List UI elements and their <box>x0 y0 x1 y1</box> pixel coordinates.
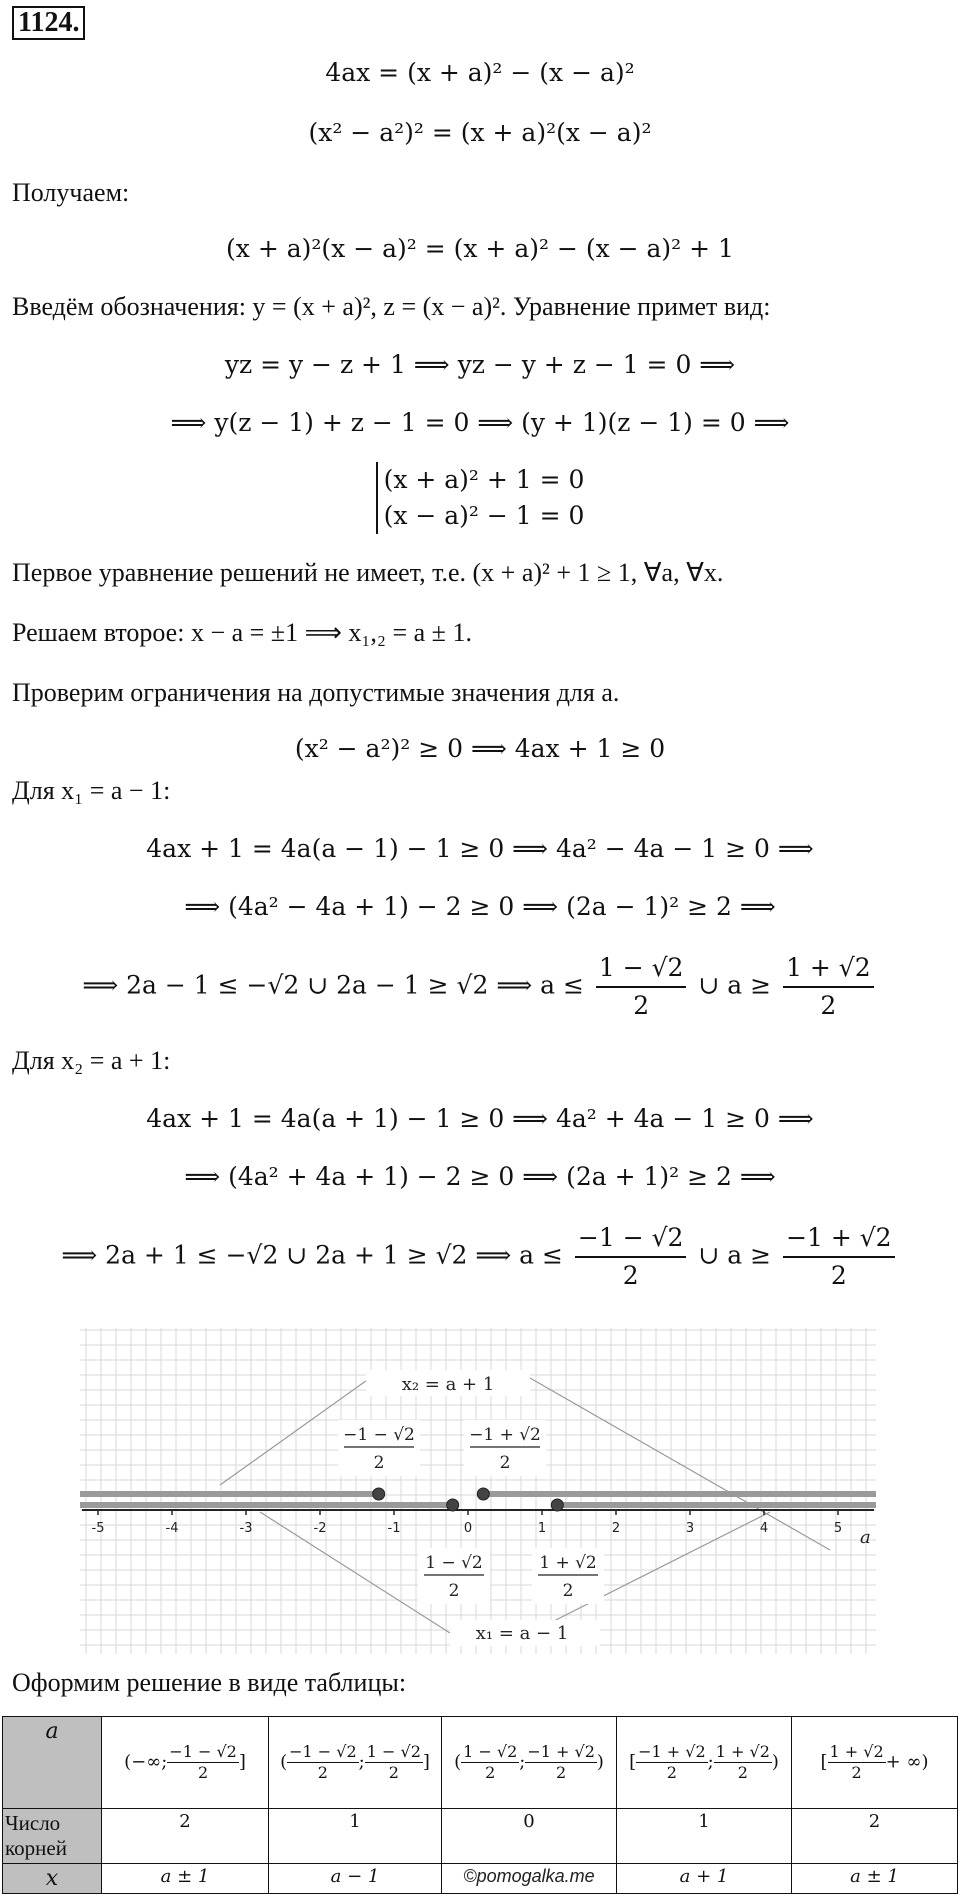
axis-variable-label: a <box>860 1527 871 1548</box>
frac-upper-left-den: 2 <box>373 1453 385 1473</box>
fraction: $\frac{1 - √2}{2}$ <box>596 950 687 1024</box>
frac-lower-right-num: 1 + √2 <box>539 1553 597 1573</box>
x2-equation-2: ⟹ (4a² + 4a + 1) − 2 ≥ 0 ⟹ (2a + 1)² ≥ 2 ⟹ <box>184 1162 776 1191</box>
solution-table <box>2 1716 958 1894</box>
cell-count-2: 1 <box>269 1809 442 1864</box>
x1-equation-3: ⟹ 2a − 1 ≤ −√2 ∪ 2a − 1 ≥ √2 ⟹ a ≤ $\frac{1 - √2}{2}$ ∪ a ≥ $\frac{1 + √2}{2}$ <box>0 950 960 1024</box>
endpoint-marker <box>447 1499 459 1511</box>
text-check-constraints: Проверим ограничения на допустимые значения для a. <box>12 678 620 707</box>
cell-interval-1: (−∞; $\frac{-1 - √2}{2}$ ] <box>102 1717 269 1809</box>
table-row-x <box>3 1864 958 1894</box>
system-line-1: (x + a)² + 1 = 0 <box>383 465 585 494</box>
frac-lower-right-den: 2 <box>562 1581 574 1601</box>
cell-x-3 <box>442 1864 617 1894</box>
main-equation: (x + a)²(x − a)² = (x + a)² − (x − a)² + 1 <box>226 234 734 263</box>
cell-count-3: 0 <box>442 1809 617 1864</box>
table-row-count <box>3 1809 958 1864</box>
x1-line-label: x₁ = a − 1 <box>475 1623 569 1644</box>
tick-label: 0 <box>463 1521 473 1536</box>
x2-equation-3: ⟹ 2a + 1 ≤ −√2 ∪ 2a + 1 ≥ √2 ⟹ a ≤ $\frac{-1 - √2}{2}$ ∪ a ≥ $\frac{-1 + √2}{2}$ <box>0 1220 960 1294</box>
tick-label: 4 <box>759 1521 769 1536</box>
fraction: $\frac{-1 - √2}{2}$ <box>575 1220 687 1294</box>
x1-equation-2: ⟹ (4a² − 4a + 1) − 2 ≥ 0 ⟹ (2a − 1)² ≥ 2 ⟹ <box>184 892 776 921</box>
text-poluchaem: Получаем: <box>12 178 130 207</box>
cell-count-1: 2 <box>102 1809 269 1864</box>
tick-label: -5 <box>91 1521 105 1536</box>
tick-label: 3 <box>685 1521 695 1536</box>
cell-count-4: 1 <box>617 1809 792 1864</box>
endpoint-marker <box>373 1488 385 1500</box>
cell-interval-5: [ $\frac{1 + √2}{2}$ + ∞) <box>792 1717 958 1809</box>
system-line-2: (x − a)² − 1 = 0 <box>383 501 585 530</box>
check-equation: (x² − a²)² ≥ 0 ⟹ 4ax + 1 ≥ 0 <box>294 734 666 763</box>
guide-line <box>530 1378 830 1550</box>
row-label-a: a <box>3 1717 102 1809</box>
frac-upper-right-den: 2 <box>499 1453 511 1473</box>
x1-equation-1: 4ax + 1 = 4a(a − 1) − 1 ≥ 0 ⟹ 4a² − 4a − 1 ≥ 0 ⟹ <box>146 834 814 863</box>
tick-label: 1 <box>537 1521 547 1536</box>
cell-count-5: 2 <box>792 1809 958 1864</box>
text-second-equation: Решаем второе: x − a = ±1 ⟹ x₁,₂ = a ± 1. <box>12 618 472 647</box>
cell-interval-4: [ $\frac{-1 + √2}{2}$ ; $\frac{1 + √2}{2}$ ) <box>617 1717 792 1809</box>
text-substitution: Введём обозначения: y = (x + a)², z = (x − a)². Уравнение примет вид: <box>12 292 771 321</box>
endpoint-marker <box>551 1499 563 1511</box>
x2-line-label: x₂ = a + 1 <box>401 1374 495 1395</box>
substitution-equation-1: yz = y − z + 1 ⟹ yz − y + z − 1 = 0 ⟹ <box>224 350 736 379</box>
frac-lower-left-num: 1 − √2 <box>425 1553 483 1573</box>
tick-label: 5 <box>833 1521 843 1536</box>
identity-equation-1: 4ax = (x + a)² − (x − a)² <box>325 58 635 87</box>
cell-x-5: a ± 1 <box>792 1864 958 1894</box>
text-x2-case: Для x₂ = a + 1: <box>12 1046 171 1075</box>
x2-equation-1: 4ax + 1 = 4a(a + 1) − 1 ≥ 0 ⟹ 4a² + 4a − 1 ≥ 0 ⟹ <box>146 1104 814 1133</box>
cell-interval-3: ( $\frac{1 - √2}{2}$ ; $\frac{-1 + √2}{2}$ ) <box>442 1717 617 1809</box>
watermark: ©pomogalka.me <box>463 1866 595 1886</box>
fraction: $\frac{-1 + √2}{2}$ <box>783 1220 895 1294</box>
tick-label: 2 <box>611 1521 621 1536</box>
tick-label: -1 <box>387 1521 401 1536</box>
row-label-x: x <box>3 1864 102 1894</box>
number-line-graph <box>80 1328 876 1654</box>
equation-system <box>0 462 960 534</box>
text-first-equation: Первое уравнение решений не имеет, т.е. (x + a)² + 1 ≥ 1, ∀a, ∀x. <box>12 558 724 587</box>
cell-x-4: a + 1 <box>617 1864 792 1894</box>
frac-upper-right-num: −1 + √2 <box>469 1425 541 1445</box>
tick-label: -3 <box>239 1521 253 1536</box>
problem-number: 1124. <box>12 6 85 40</box>
table-row-a <box>3 1717 958 1809</box>
text-x1-case: Для x₁ = a − 1: <box>12 776 171 805</box>
cell-x-1: a ± 1 <box>102 1864 269 1894</box>
endpoint-marker <box>477 1488 489 1500</box>
frac-lower-left-den: 2 <box>448 1581 460 1601</box>
tick-label: -2 <box>313 1521 327 1536</box>
row-label-count: Число корней <box>3 1809 102 1864</box>
identity-equation-2: (x² − a²)² = (x + a)²(x − a)² <box>308 118 652 147</box>
tick-label: -4 <box>165 1521 179 1536</box>
text-table-intro: Оформим решение в виде таблицы: <box>12 1668 407 1697</box>
cell-x-2: a − 1 <box>269 1864 442 1894</box>
substitution-equation-2: ⟹ y(z − 1) + z − 1 = 0 ⟹ (y + 1)(z − 1) = 0 ⟹ <box>170 408 790 437</box>
fraction: $\frac{1 + √2}{2}$ <box>783 950 874 1024</box>
cell-interval-2: ( $\frac{-1 - √2}{2}$ ; $\frac{1 - √2}{2}$ ] <box>269 1717 442 1809</box>
frac-upper-left-num: −1 − √2 <box>343 1425 415 1445</box>
